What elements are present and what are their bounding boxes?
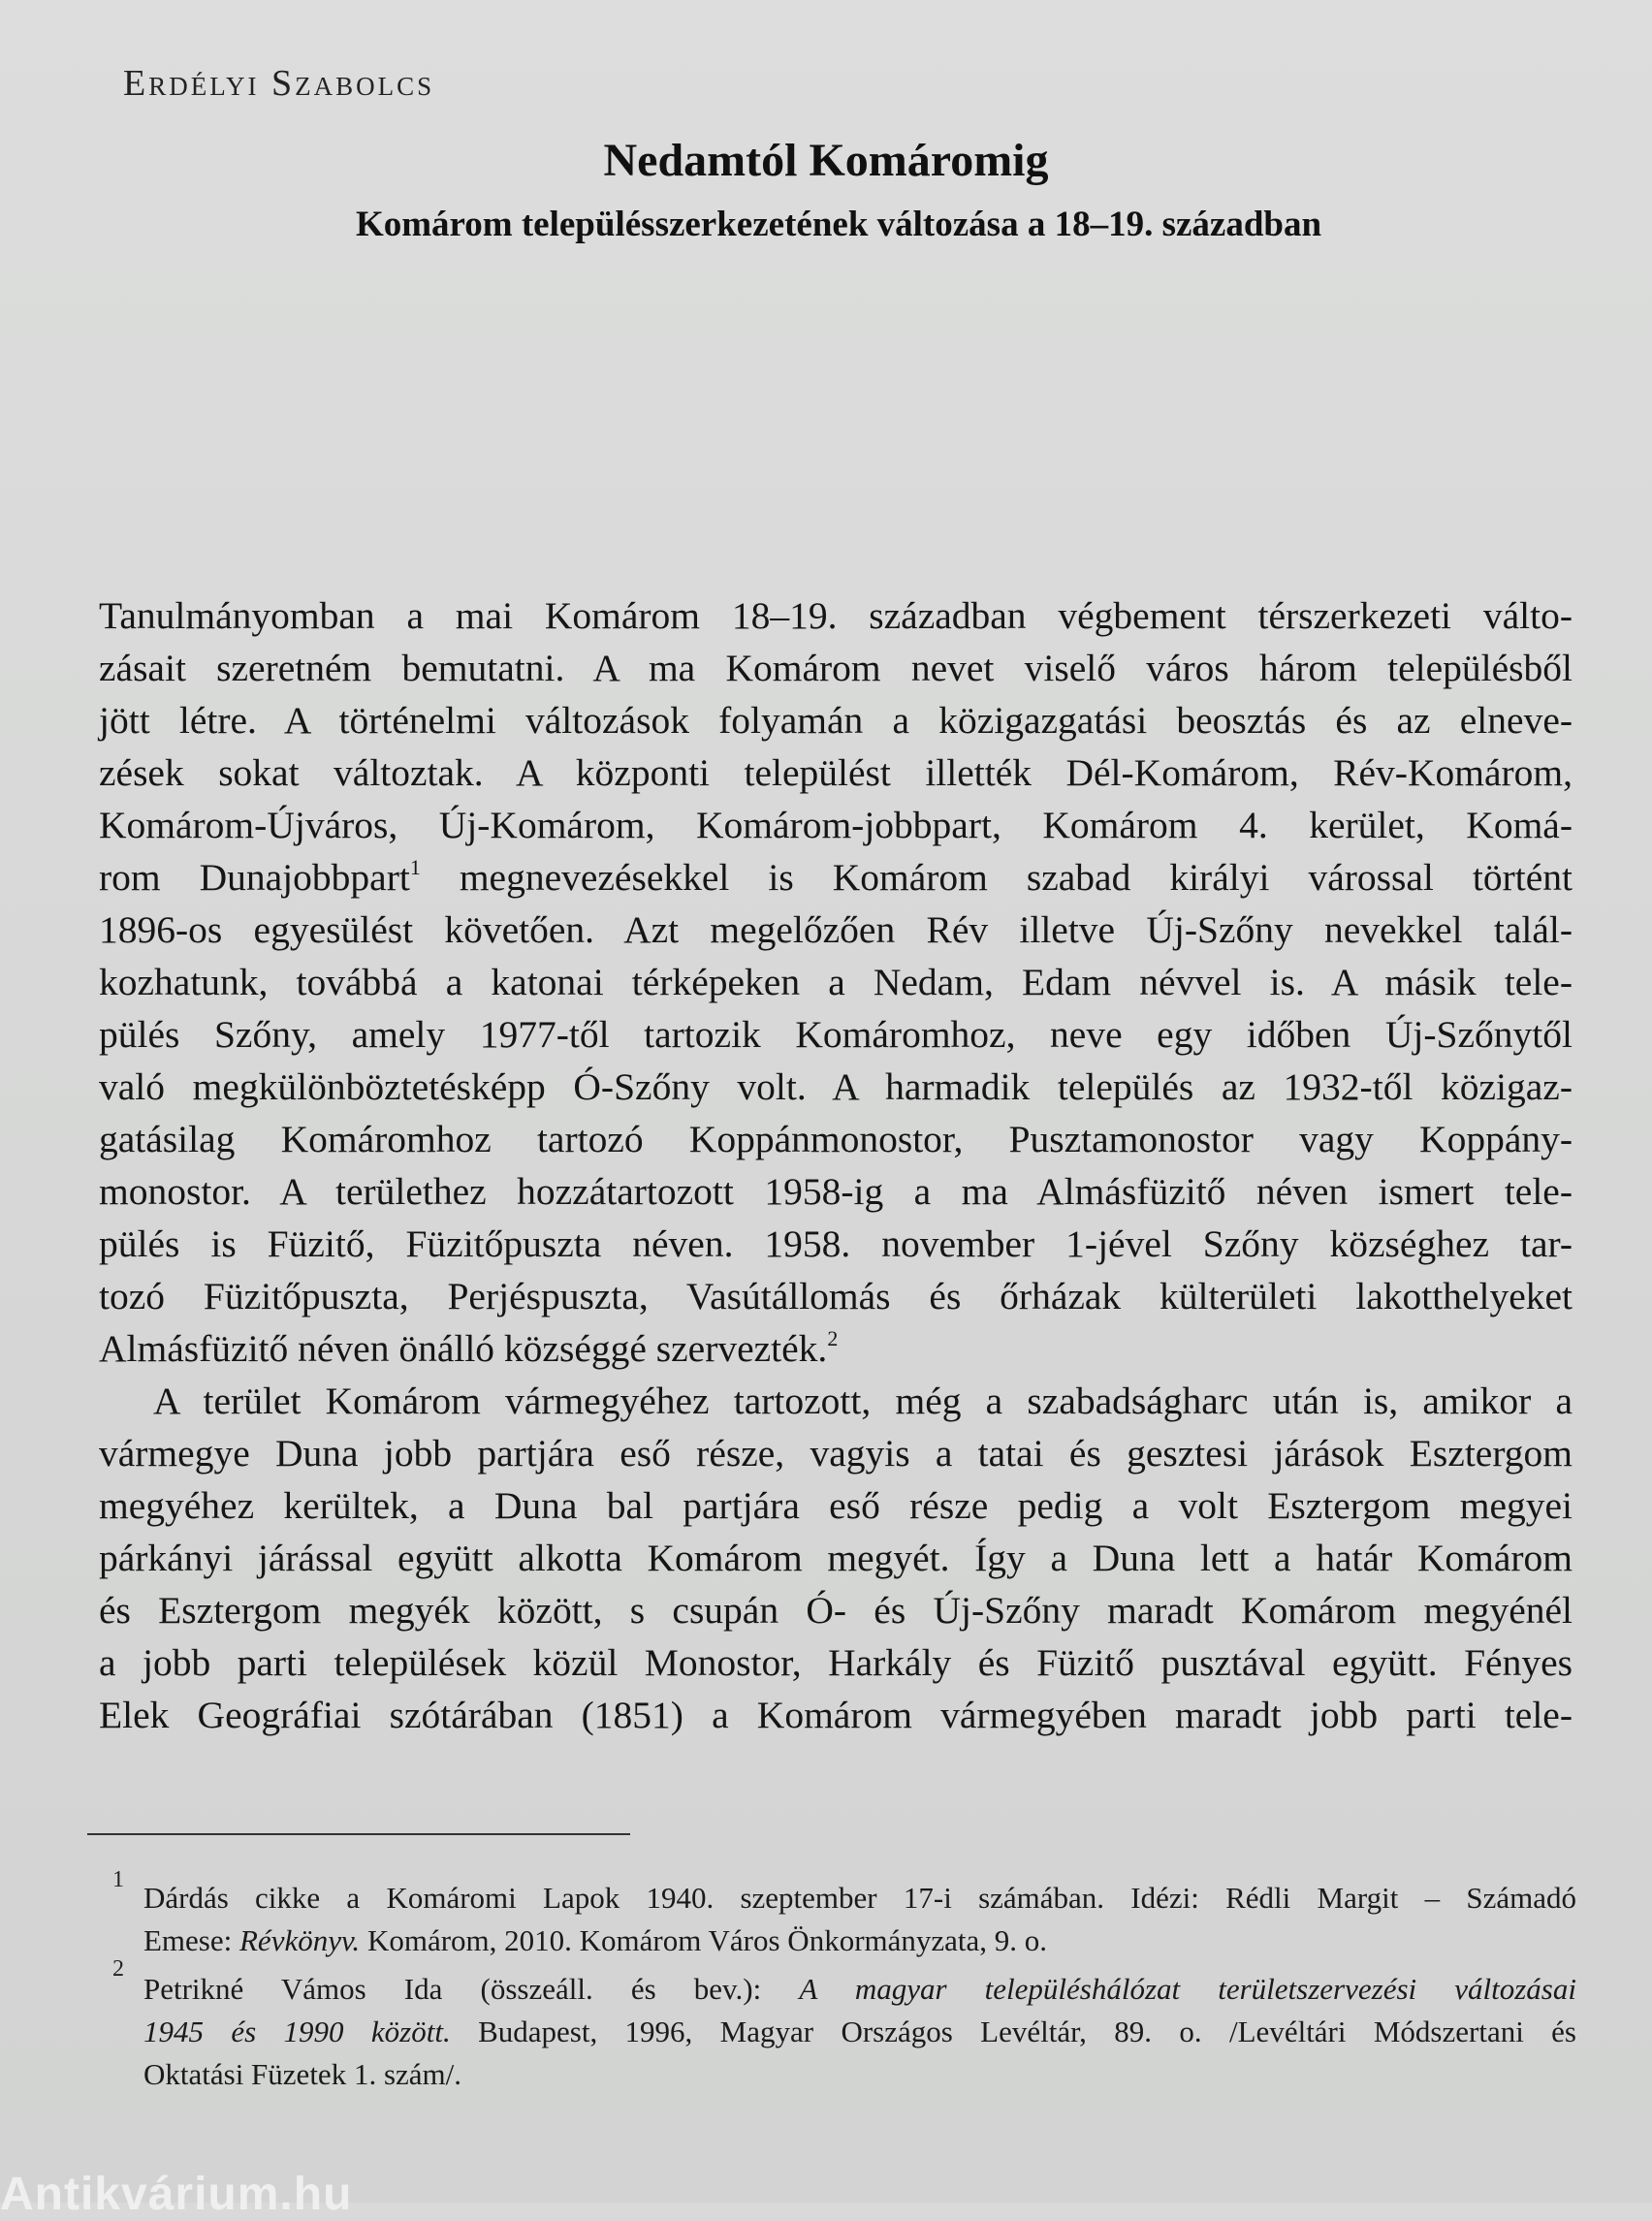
article-title: Nedamtól Komáromig bbox=[603, 135, 1049, 186]
footnote-separator bbox=[87, 1833, 630, 1835]
footnote-text: Petrikné Vámos Ida (összeáll. és bev.): bbox=[143, 1972, 800, 2006]
body-line: A terület Komárom vármegyéhez tartozott, még a szabadságharc után is, amikor a bbox=[153, 1380, 1573, 1422]
body-line: vármegye Duna jobb partjára eső része, vagyis a tatai és gesztesi járások Esztergom bbox=[99, 1432, 1573, 1475]
body-line: Komárom-Újváros, Új-Komárom, Komárom-jobbpart, Komárom 4. kerület, Komá- bbox=[99, 804, 1573, 846]
body-text bbox=[99, 589, 1573, 1741]
body-line: Tanulmányomban a mai Komárom 18–19. században végbement térszerkezeti válto- bbox=[99, 594, 1573, 637]
footnote-line: Oktatási Füzetek 1. szám/. bbox=[143, 2057, 461, 2091]
body-line: való megkülönböztetésképp Ó-Szőny volt. A harmadik település az 1932-től közigaz- bbox=[99, 1065, 1573, 1108]
body-line: zések sokat változtak. A központi települést illették Dél-Komárom, Rév-Komárom, bbox=[99, 751, 1573, 794]
author-name: Erdélyi Szabolcs bbox=[123, 63, 435, 104]
watermark: Antikvárium.hu bbox=[0, 2169, 353, 2220]
footnote-text: Emese: bbox=[143, 1923, 239, 1957]
body-line bbox=[99, 1322, 1573, 1375]
body-line: monostor. A területhez hozzátartozott 1958-ig a ma Almásfüzitő néven ismert tele- bbox=[99, 1170, 1573, 1213]
footnote-text: Budapest, 1996, Magyar Országos Levéltár, 89. o. /Levéltári Módszertani és bbox=[450, 2015, 1576, 2048]
body-line: kozhatunk, továbbá a katonai térképeken a Nedam, Edam névvel is. A másik tele- bbox=[99, 961, 1573, 1003]
footnote-number-2: 2 bbox=[112, 1956, 124, 1982]
footnote-italic: Révkönyv. bbox=[239, 1923, 361, 1957]
body-line: pülés is Füzitő, Füzitőpuszta néven. 1958. november 1-jével Szőny községhez tar- bbox=[99, 1222, 1573, 1265]
footnote-line: Dárdás cikke a Komáromi Lapok 1940. szeptember 17-i számában. Idézi: Rédli Margit – Számadó bbox=[143, 1881, 1576, 1915]
body-line: Elek Geográfiai szótárában (1851) a Komárom vármegyében maradt jobb parti tele- bbox=[99, 1694, 1573, 1736]
body-line: zásait szeretném bemutatni. A ma Komárom nevet viselő város három településből bbox=[99, 647, 1573, 689]
body-line: tozó Füzitőpuszta, Perjéspuszta, Vasútállomás és őrházak külterületi lakotthelyeket bbox=[99, 1275, 1573, 1317]
body-line: és Esztergom megyék között, s csupán Ó- és Új-Szőny maradt Komárom megyénél bbox=[99, 1589, 1573, 1632]
body-line: 1896-os egyesülést követően. Azt megelőzően Rév illetve Új-Szőny nevekkel talál- bbox=[99, 908, 1573, 951]
body-line-part: rom Dunajobbpart bbox=[99, 856, 410, 899]
body-line: gatásilag Komáromhoz tartozó Koppánmonostor, Pusztamonostor vagy Koppány- bbox=[99, 1118, 1573, 1160]
footnote-italic: 1945 és 1990 között. bbox=[143, 2015, 451, 2048]
article-subtitle: Komárom településszerkezetének változása a 18–19. században bbox=[355, 205, 1322, 244]
body-line: jött létre. A történelmi változások folyamán a közigazgatási beosztás és az elneve- bbox=[99, 699, 1573, 742]
body-line: megyéhez kerültek, a Duna bal partjára eső része pedig a volt Esztergom megyei bbox=[99, 1484, 1573, 1527]
body-line: a jobb parti települések közül Monostor, Harkály és Füzitő pusztával együtt. Fényes bbox=[99, 1641, 1573, 1684]
footnote-text: Komárom, 2010. Komárom Város Önkormányzata, 9. o. bbox=[360, 1923, 1048, 1957]
body-line-part: megnevezésekkel is Komárom szabad királyi várossal történt bbox=[420, 856, 1573, 899]
footnote-line bbox=[143, 1920, 1576, 1962]
body-line bbox=[99, 851, 1573, 904]
footnote-line bbox=[143, 1968, 1576, 2011]
body-line: párkányi járással együtt alkotta Komárom megyét. Így a Duna lett a határ Komárom bbox=[99, 1537, 1573, 1579]
footnote-1 bbox=[143, 1877, 1576, 1962]
footnote-ref-2[interactable]: 2 bbox=[827, 1326, 839, 1350]
footnote-line bbox=[143, 2011, 1576, 2053]
body-line-part: Almásfüzitő néven önálló községgé szervezték. bbox=[99, 1327, 828, 1370]
footnote-2 bbox=[143, 1968, 1576, 2096]
footnote-number-1: 1 bbox=[112, 1867, 124, 1892]
footnote-italic: A magyar településhálózat területszervezési változásai bbox=[799, 1972, 1576, 2006]
body-line: pülés Szőny, amely 1977-től tartozik Komáromhoz, neve egy időben Új-Szőnytől bbox=[99, 1013, 1573, 1056]
footnote-ref-1[interactable]: 1 bbox=[409, 855, 421, 879]
